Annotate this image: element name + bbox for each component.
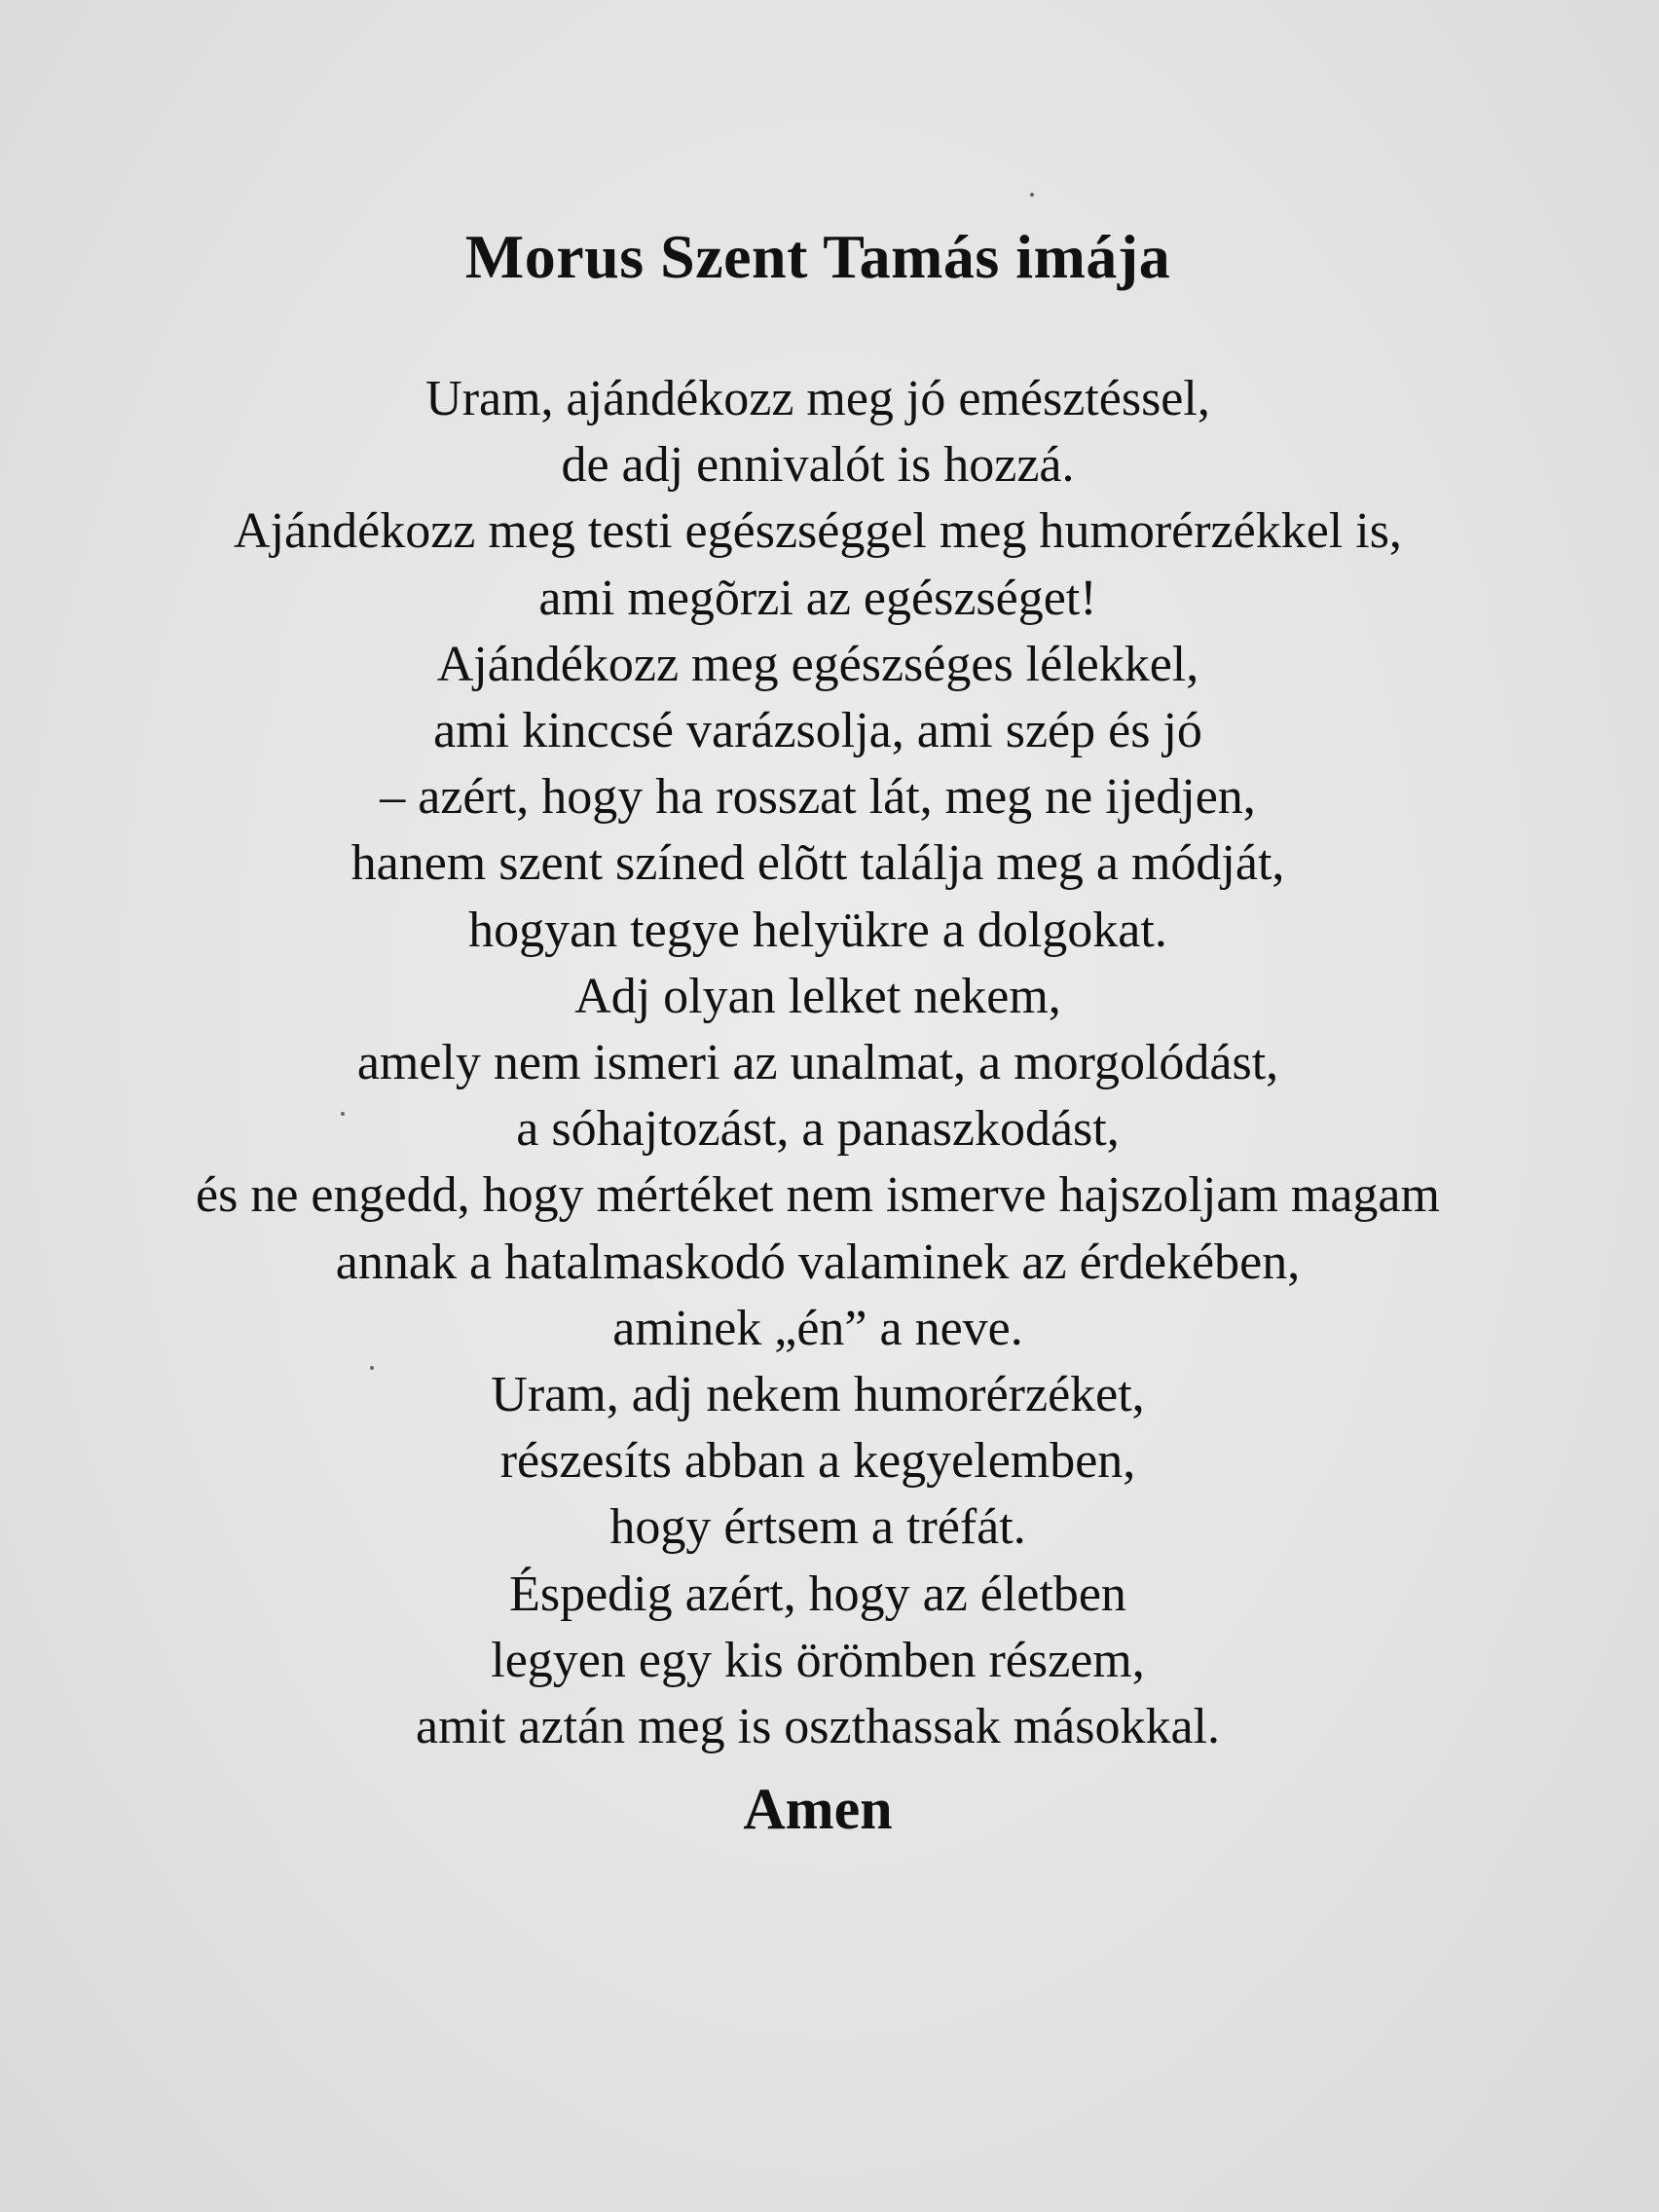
prayer-title: Morus Szent Tamás imája xyxy=(464,222,1171,291)
prayer-line: ami megõrzi az egészséget! xyxy=(538,570,1097,626)
prayer-line: hogyan tegye helyükre a dolgokat. xyxy=(468,902,1167,958)
prayer-line: legyen egy kis örömben részem, xyxy=(491,1632,1145,1688)
prayer-line: amely nem ismeri az unalmat, a morgolódást, xyxy=(356,1035,1279,1091)
prayer-line: hogy értsem a tréfát. xyxy=(609,1499,1026,1556)
prayer-body xyxy=(0,366,1636,1760)
prayer-line: Uram, adj nekem humorérzéket, xyxy=(491,1367,1145,1423)
prayer-line: Éspedig azért, hogy az életben xyxy=(509,1566,1126,1622)
prayer-line: Uram, ajándékozz meg jó emésztéssel, xyxy=(425,371,1210,426)
prayer-line: ami kinccsé varázsolja, ami szép és jó xyxy=(433,703,1202,759)
prayer-line: Adj olyan lelket nekem, xyxy=(574,968,1061,1024)
prayer-line: amit aztán meg is oszthassak másokkal. xyxy=(415,1699,1220,1755)
prayer-line: a sóhajtozást, a panaszkodást, xyxy=(516,1101,1120,1158)
prayer-line: Ajándékozz meg egészséges lélekkel, xyxy=(436,636,1199,692)
prayer-line: aminek „én” a neve. xyxy=(612,1300,1023,1356)
prayer-line: – azért, hogy ha rosszat lát, meg ne ijedjen, xyxy=(380,769,1256,826)
ink-speck xyxy=(1030,193,1034,197)
prayer-line: annak a hatalmaskodó valaminek az érdekében, xyxy=(335,1234,1301,1290)
prayer-line: részesíts abban a kegyelemben, xyxy=(499,1433,1136,1490)
prayer-closing: Amen xyxy=(743,1777,893,1841)
prayer-line: Ajándékozz meg testi egészséggel meg humorérzékkel is, xyxy=(234,503,1402,560)
prayer-line: és ne engedd, hogy mértéket nem ismerve hajszoljam magam xyxy=(196,1167,1440,1224)
prayer-line: de adj ennivalót is hozzá. xyxy=(561,437,1075,494)
prayer-line: hanem szent színed elõtt találja meg a módját, xyxy=(350,835,1285,892)
